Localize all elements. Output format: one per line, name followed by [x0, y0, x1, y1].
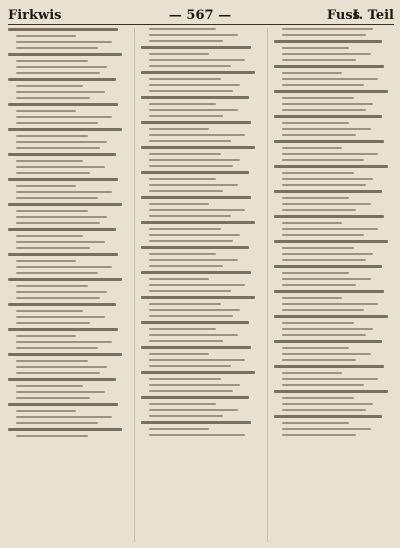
- directory-entry-line: [149, 84, 240, 86]
- directory-entry-line: [282, 209, 356, 211]
- directory-entry-line: [282, 134, 356, 136]
- directory-entry-line: [16, 366, 107, 368]
- directory-entry-line: [149, 90, 233, 92]
- directory-entry-line: [8, 128, 122, 131]
- directory-entry-line: [149, 40, 223, 42]
- directory-entry-line: [282, 78, 378, 80]
- directory-entry-line: [16, 360, 88, 362]
- directory-entry-line: [282, 322, 354, 324]
- directory-entry-line: [282, 234, 364, 236]
- directory-entry-line: [16, 147, 100, 149]
- header-part-label: I. Teil: [352, 8, 394, 23]
- directory-entry-line: [8, 53, 122, 56]
- directory-entry-line: [16, 91, 105, 93]
- directory-entry-line: [274, 315, 388, 318]
- directory-entry-line: [16, 47, 98, 49]
- directory-column-3: [274, 28, 394, 542]
- directory-entry-line: [149, 234, 240, 236]
- directory-entry-line: [282, 109, 366, 111]
- directory-entry-line: [282, 272, 349, 274]
- directory-entry-line: [16, 397, 90, 399]
- directory-entry-line: [149, 59, 245, 61]
- directory-entry-line: [16, 35, 76, 37]
- directory-entry-line: [149, 134, 245, 136]
- directory-entry-line: [16, 241, 105, 243]
- directory-entry-line: [149, 403, 216, 405]
- directory-entry-line: [16, 122, 98, 124]
- directory-entry-line: [282, 97, 354, 99]
- directory-entry-line: [8, 403, 118, 406]
- directory-entry-line: [8, 203, 122, 206]
- directory-entry-line: [8, 353, 122, 356]
- directory-entry-line: [282, 159, 364, 161]
- directory-entry-line: [282, 222, 342, 224]
- directory-entry-line: [149, 209, 245, 211]
- directory-entry-line: [274, 165, 388, 168]
- directory-entry-line: [282, 303, 378, 305]
- directory-entry-line: [149, 384, 240, 386]
- directory-entry-line: [274, 140, 384, 143]
- directory-entry-line: [149, 434, 245, 436]
- directory-entry-line: [16, 347, 98, 349]
- directory-entry-line: [274, 215, 384, 218]
- directory-entry-line: [8, 103, 118, 106]
- directory-entry-line: [282, 59, 356, 61]
- directory-entry-line: [16, 166, 105, 168]
- directory-entry-line: [141, 171, 249, 174]
- directory-entry-line: [8, 178, 118, 181]
- directory-entry-line: [149, 215, 231, 217]
- directory-entry-line: [16, 372, 100, 374]
- directory-entry-line: [149, 203, 209, 205]
- directory-entry-line: [282, 178, 373, 180]
- directory-entry-line: [141, 396, 249, 399]
- directory-entry-line: [149, 278, 209, 280]
- directory-entry-line: [274, 390, 388, 393]
- directory-entry-line: [282, 334, 366, 336]
- directory-entry-line: [149, 378, 221, 380]
- directory-entry-line: [274, 40, 382, 43]
- directory-entry-line: [282, 309, 364, 311]
- directory-entry-line: [16, 116, 112, 118]
- directory-entry-line: [282, 128, 371, 130]
- header-rule: [8, 24, 394, 25]
- directory-entry-line: [149, 365, 231, 367]
- directory-entry-line: [149, 334, 238, 336]
- directory-entry-line: [16, 191, 112, 193]
- directory-entry-line: [282, 434, 356, 436]
- directory-entry-line: [149, 315, 233, 317]
- directory-entry-line: [149, 159, 240, 161]
- directory-entry-line: [16, 385, 83, 387]
- directory-entry-line: [282, 172, 354, 174]
- directory-entry-line: [141, 71, 255, 74]
- directory-entry-line: [8, 303, 116, 306]
- directory-entry-line: [141, 296, 255, 299]
- directory-entry-line: [16, 322, 90, 324]
- directory-entry-line: [16, 247, 90, 249]
- directory-entry-line: [8, 28, 118, 31]
- directory-entry-line: [149, 284, 245, 286]
- directory-entry-line: [149, 259, 238, 261]
- directory-entry-line: [16, 235, 83, 237]
- directory-entry-line: [274, 340, 382, 343]
- directory-entry-line: [16, 310, 83, 312]
- directory-entry-line: [16, 260, 76, 262]
- directory-entry-line: [282, 397, 354, 399]
- directory-entry-line: [149, 353, 209, 355]
- directory-entry-line: [282, 184, 366, 186]
- directory-entry-line: [149, 240, 233, 242]
- directory-entry-line: [274, 90, 388, 93]
- directory-entry-line: [282, 353, 371, 355]
- directory-entry-line: [282, 372, 342, 374]
- directory-entry-line: [16, 172, 90, 174]
- directory-entry-line: [149, 115, 223, 117]
- header-left-keyword: Firkwis: [8, 8, 62, 23]
- directory-entry-line: [149, 228, 221, 230]
- directory-entry-line: [149, 128, 209, 130]
- directory-entry-line: [16, 110, 76, 112]
- directory-entry-line: [274, 115, 382, 118]
- directory-entry-line: [16, 422, 98, 424]
- directory-entry-line: [16, 341, 112, 343]
- directory-entry-line: [282, 378, 378, 380]
- directory-entry-line: [149, 309, 240, 311]
- directory-entry-line: [141, 196, 251, 199]
- directory-entry-line: [16, 185, 76, 187]
- directory-entry-line: [282, 228, 378, 230]
- directory-entry-line: [8, 253, 118, 256]
- directory-columns: [8, 28, 394, 542]
- directory-entry-line: [149, 290, 231, 292]
- directory-entry-line: [16, 216, 107, 218]
- directory-entry-line: [16, 141, 107, 143]
- directory-entry-line: [16, 266, 112, 268]
- directory-entry-line: [282, 122, 349, 124]
- directory-column-1: [8, 28, 128, 542]
- directory-entry-line: [149, 178, 216, 180]
- running-header: [0, 6, 400, 26]
- directory-entry-line: [8, 378, 116, 381]
- directory-entry-line: [16, 135, 88, 137]
- directory-entry-line: [274, 290, 384, 293]
- header-right-keyword: Fuss: [326, 8, 360, 23]
- directory-entry-line: [141, 321, 249, 324]
- directory-entry-line: [274, 190, 382, 193]
- directory-entry-line: [282, 284, 356, 286]
- directory-entry-line: [149, 34, 238, 36]
- directory-entry-line: [8, 153, 116, 156]
- directory-entry-line: [282, 103, 373, 105]
- directory-entry-line: [282, 147, 342, 149]
- directory-entry-line: [8, 228, 116, 231]
- directory-entry-line: [141, 246, 249, 249]
- directory-entry-line: [149, 153, 221, 155]
- directory-entry-line: [16, 72, 100, 74]
- directory-entry-line: [282, 28, 373, 30]
- directory-entry-line: [149, 103, 216, 105]
- directory-entry-line: [274, 415, 382, 418]
- directory-entry-line: [16, 197, 98, 199]
- directory-entry-line: [141, 46, 251, 49]
- directory-entry-line: [16, 60, 88, 62]
- directory-entry-line: [282, 72, 342, 74]
- directory-entry-line: [141, 221, 255, 224]
- directory-entry-line: [16, 97, 90, 99]
- directory-entry-line: [149, 190, 223, 192]
- directory-entry-line: [141, 346, 251, 349]
- directory-entry-line: [8, 328, 118, 331]
- directory-entry-line: [282, 347, 349, 349]
- directory-entry-line: [16, 391, 105, 393]
- directory-entry-line: [282, 428, 371, 430]
- directory-entry-line: [149, 109, 238, 111]
- directory-entry-line: [16, 160, 83, 162]
- directory-entry-line: [141, 421, 251, 424]
- directory-entry-line: [149, 303, 221, 305]
- directory-entry-line: [149, 265, 223, 267]
- directory-entry-line: [274, 240, 388, 243]
- directory-entry-line: [282, 422, 349, 424]
- directory-entry-line: [149, 253, 216, 255]
- directory-entry-line: [274, 265, 382, 268]
- directory-entry-line: [16, 85, 83, 87]
- directory-entry-line: [16, 210, 88, 212]
- directory-entry-line: [282, 247, 354, 249]
- directory-entry-line: [149, 340, 223, 342]
- directory-entry-line: [274, 365, 384, 368]
- directory-entry-line: [149, 390, 233, 392]
- directory-entry-line: [282, 409, 366, 411]
- directory-entry-line: [149, 428, 209, 430]
- directory-entry-line: [282, 203, 371, 205]
- directory-column-2: [141, 28, 261, 542]
- directory-entry-line: [149, 409, 238, 411]
- directory-entry-line: [149, 65, 231, 67]
- directory-entry-line: [282, 34, 366, 36]
- directory-entry-line: [149, 184, 238, 186]
- directory-entry-line: [8, 278, 122, 281]
- directory-entry-line: [282, 153, 378, 155]
- directory-entry-line: [16, 410, 76, 412]
- directory-entry-line: [282, 197, 349, 199]
- directory-entry-line: [282, 53, 371, 55]
- directory-entry-line: [282, 328, 373, 330]
- directory-entry-line: [282, 278, 371, 280]
- directory-entry-line: [141, 371, 255, 374]
- directory-entry-line: [149, 165, 233, 167]
- directory-entry-line: [16, 291, 107, 293]
- directory-entry-line: [16, 316, 105, 318]
- directory-entry-line: [149, 28, 216, 30]
- directory-entry-line: [16, 285, 88, 287]
- directory-entry-line: [16, 335, 76, 337]
- directory-entry-line: [16, 66, 107, 68]
- directory-entry-line: [16, 435, 88, 437]
- directory-entry-line: [16, 222, 100, 224]
- directory-entry-line: [8, 428, 122, 431]
- column-divider: [267, 28, 268, 542]
- directory-entry-line: [16, 41, 112, 43]
- directory-entry-line: [16, 297, 100, 299]
- directory-entry-line: [282, 359, 356, 361]
- directory-entry-line: [16, 416, 112, 418]
- directory-entry-line: [8, 78, 116, 81]
- directory-entry-line: [282, 47, 349, 49]
- directory-entry-line: [282, 403, 373, 405]
- directory-entry-line: [282, 253, 373, 255]
- directory-entry-line: [149, 359, 245, 361]
- directory-entry-line: [282, 384, 364, 386]
- directory-entry-line: [141, 146, 255, 149]
- directory-entry-line: [282, 259, 366, 261]
- page-number: — 567 —: [168, 8, 232, 23]
- directory-entry-line: [149, 53, 209, 55]
- directory-entry-line: [16, 272, 98, 274]
- directory-entry-line: [141, 121, 251, 124]
- directory-entry-line: [141, 271, 251, 274]
- directory-entry-line: [149, 328, 216, 330]
- column-divider: [134, 28, 135, 542]
- directory-entry-line: [149, 140, 231, 142]
- directory-entry-line: [141, 96, 249, 99]
- directory-entry-line: [282, 297, 342, 299]
- directory-entry-line: [149, 78, 221, 80]
- directory-entry-line: [274, 65, 384, 68]
- directory-entry-line: [149, 415, 223, 417]
- directory-entry-line: [282, 84, 364, 86]
